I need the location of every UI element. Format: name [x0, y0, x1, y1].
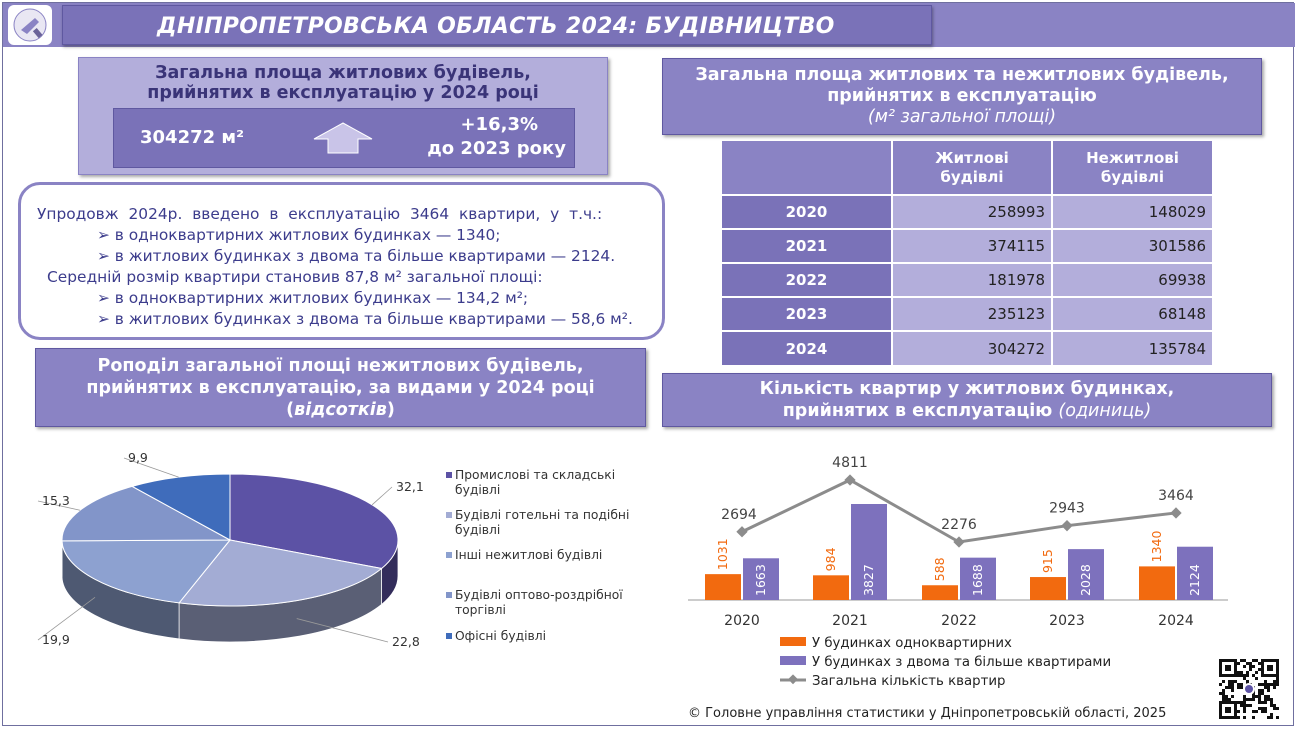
bullet-arrow-icon: ➢ — [97, 310, 115, 328]
table-nonresidential-cell: 69938 — [1052, 263, 1212, 297]
bar-value-label: 915 — [1040, 549, 1055, 574]
table-residential-cell: 374115 — [892, 229, 1052, 263]
x-tick-label: 2024 — [1158, 613, 1194, 629]
table-nonresidential-cell: 301586 — [1052, 229, 1212, 263]
table-year-cell: 2024 — [722, 331, 892, 365]
footer-copyright: © Головне управління статистики у Дніпропетровській області, 2025 — [688, 706, 1167, 721]
table-residential-cell: 304272 — [892, 331, 1052, 365]
bar-title-line1: Кількість квартир у житлових будинках, — [759, 379, 1175, 399]
info-bullet — [97, 247, 615, 265]
table-col-header — [892, 141, 1052, 195]
table-nonresidential-cell: 68148 — [1052, 297, 1212, 331]
logo — [8, 5, 52, 45]
legend-swatch — [446, 512, 452, 518]
line-value-label: 4811 — [832, 455, 868, 471]
kpi-card — [78, 57, 608, 175]
pie-legend — [455, 468, 655, 658]
legend-label: будівлі — [455, 483, 501, 497]
info-bullet — [97, 226, 501, 244]
legend-swatch — [446, 633, 452, 639]
bar-single-family — [1139, 566, 1175, 600]
info-bullet — [97, 289, 528, 307]
bar-value-label: 984 — [823, 547, 838, 572]
legend-swatch — [780, 656, 806, 665]
bar-value-label: 2028 — [1078, 564, 1093, 596]
kpi-title-line2: прийнятих в експлуатацію у 2024 році — [147, 83, 539, 103]
pie-value-label: 9,9 — [128, 450, 148, 465]
table-residential-cell: 181978 — [892, 263, 1052, 297]
bullet-arrow-icon: ➢ — [97, 226, 115, 244]
kpi-change-note: до 2023 року — [427, 138, 566, 159]
info-line: Середній розмір квартири становив 87,8 м² загальної площі: — [47, 268, 543, 286]
kpi-title-line1: Загальна площа житлових будівель, — [155, 63, 531, 83]
bar-subtitle: (одиниць) — [1058, 401, 1152, 421]
page-title: ДНІПРОПЕТРОВСЬКА ОБЛАСТЬ 2024: БУДІВНИЦТВО — [157, 14, 835, 39]
info-panel — [18, 182, 665, 340]
table-year-cell: 2021 — [722, 229, 892, 263]
bar-value-label: 1031 — [715, 538, 730, 571]
bar-legend-label: У будинках з двома та більше квартирами — [812, 655, 1112, 670]
kpi-value-panel — [113, 108, 575, 168]
pie-legend-item — [455, 468, 615, 498]
pie-section-header: Роподіл загальної площі нежитлових будівель, прийнятих в експлуатацію, за видами у 2024 році (відсотків) — [35, 348, 646, 427]
pie-chart — [0, 440, 440, 680]
bar-value-label: 1688 — [970, 564, 985, 596]
legend-label: Будівлі готельні та подібні — [455, 508, 630, 522]
table-subtitle: (м² загальної площі) — [867, 107, 1057, 127]
info-bullet — [97, 310, 633, 328]
legend-label: Інші нежитлові будівлі — [455, 548, 603, 562]
pie-value-label: 22,8 — [392, 634, 420, 649]
table-title-line1: Загальна площа житлових та нежитлових будівель, — [695, 65, 1229, 85]
legend-label: Промислові та складські — [455, 468, 616, 482]
legend-swatch — [780, 637, 806, 646]
table-year-cell: 2022 — [722, 263, 892, 297]
info-line: в одноквартирних житлових будинках — 134,2 м²; — [114, 289, 529, 307]
pie-title-line1: Роподіл загальної площі нежитлових будівель, — [97, 356, 584, 376]
table-year-cell: 2023 — [722, 297, 892, 331]
table-residential-cell: 258993 — [892, 195, 1052, 229]
pie-subtitle: відсотків — [294, 400, 387, 420]
table-nonresidential-cell: 135784 — [1052, 331, 1212, 365]
info-line: в одноквартирних житлових будинках — 1340; — [114, 226, 501, 244]
bullet-arrow-icon: ➢ — [97, 247, 115, 265]
col-header-line: будівлі — [1100, 167, 1165, 186]
table-row — [722, 229, 1212, 263]
info-line: в житлових будинках з двома та більше квартирами — 2124. — [114, 247, 616, 265]
bar-chart — [680, 440, 1240, 690]
table-row — [722, 297, 1212, 331]
table-row — [722, 195, 1212, 229]
pie-leader-line — [372, 487, 392, 505]
col-header-line: Житлові — [935, 148, 1009, 167]
pie-value-label: 15,3 — [42, 493, 70, 508]
line-value-label: 3464 — [1158, 487, 1194, 504]
legend-swatch — [446, 472, 452, 478]
table-header-row — [722, 141, 1212, 195]
table-nonresidential-cell: 148029 — [1052, 195, 1212, 229]
arrow-up-icon — [312, 121, 374, 155]
legend-label: Офісні будівлі — [455, 629, 547, 643]
bar-section-header — [662, 373, 1272, 427]
qr-code-icon[interactable] — [1218, 658, 1280, 720]
pie-title-line2: прийнятих в експлуатацію, за видами у 2024 році — [86, 378, 595, 398]
pie-legend-item — [455, 629, 546, 644]
legend-swatch — [446, 592, 452, 598]
legend-label: Будівлі оптово-роздрібної — [455, 588, 623, 602]
pie-legend-item — [455, 588, 623, 618]
bullet-arrow-icon: ➢ — [97, 289, 115, 307]
bar-value-label: 588 — [932, 557, 947, 582]
bar-title-line2: прийнятих в експлуатацію — [782, 401, 1053, 421]
area-table — [722, 141, 1212, 365]
pie-legend-item — [455, 548, 602, 563]
trowel-icon — [8, 5, 52, 45]
table-col-header — [1052, 141, 1212, 195]
x-tick-label: 2023 — [1049, 613, 1085, 629]
bar-legend-label: Загальна кількість квартир — [812, 674, 1006, 689]
x-tick-label: 2021 — [832, 613, 868, 629]
table-row — [722, 331, 1212, 365]
bar-single-family — [813, 575, 849, 600]
info-line: Упродовж 2024р. введено в експлуатацію 3464 квартири, у т.ч.: — [37, 205, 603, 223]
x-tick-label: 2022 — [941, 613, 977, 629]
line-marker — [736, 526, 747, 537]
line-value-label: 2943 — [1049, 500, 1085, 517]
line-value-label: 2694 — [721, 506, 757, 523]
bar-value-label: 1340 — [1149, 530, 1164, 563]
col-header-line: будівлі — [940, 167, 1004, 186]
bar-value-label: 2124 — [1187, 564, 1202, 596]
x-tick-label: 2020 — [724, 613, 760, 629]
line-marker — [1061, 520, 1072, 531]
bar-single-family — [922, 585, 958, 600]
bar-single-family — [705, 574, 741, 600]
table-year-cell: 2020 — [722, 195, 892, 229]
title-bar — [62, 5, 932, 45]
table-row — [722, 263, 1212, 297]
legend-swatch — [446, 552, 452, 558]
pie-legend-item — [455, 508, 629, 538]
table-title-line2: прийнятих в експлуатацію — [827, 86, 1097, 106]
kpi-value: 304272 м² — [140, 127, 245, 148]
kpi-change: +16,3% — [460, 114, 538, 135]
bar-single-family — [1030, 577, 1066, 600]
bar-value-label: 1663 — [753, 564, 768, 596]
table-residential-cell: 235123 — [892, 297, 1052, 331]
pie-value-label: 19,9 — [42, 632, 70, 647]
col-header-line: Нежитлові — [1086, 148, 1179, 167]
legend-label: будівлі — [455, 523, 501, 537]
legend-label: торгівлі — [455, 603, 506, 617]
legend-marker — [788, 674, 798, 684]
bar-legend-label: У будинках одноквартирних — [812, 636, 1012, 651]
pie-value-label: 32,1 — [396, 479, 424, 494]
bar-value-label: 3827 — [861, 564, 876, 596]
table-section-header — [662, 58, 1262, 135]
line-marker — [1170, 507, 1181, 518]
table-corner-cell — [722, 141, 892, 195]
line-value-label: 2276 — [941, 517, 977, 533]
info-line: в житлових будинках з двома та більше квартирами — 58,6 м². — [114, 310, 633, 328]
